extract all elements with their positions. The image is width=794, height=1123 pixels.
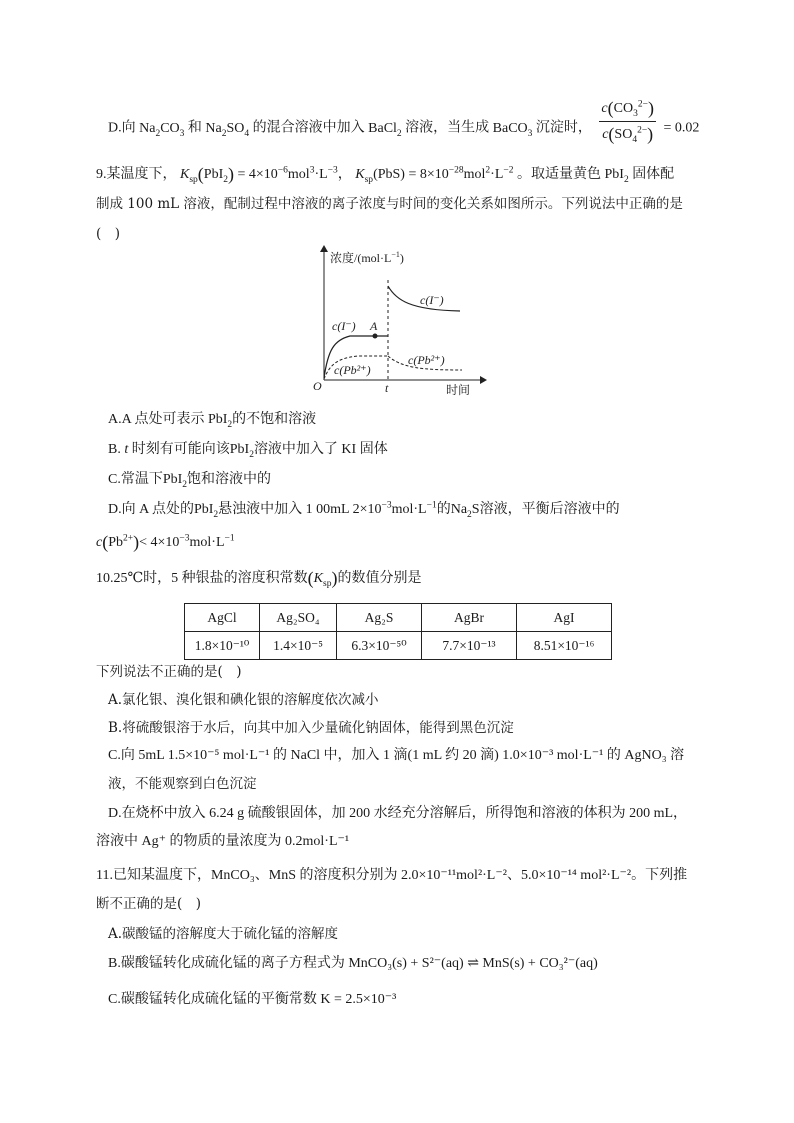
table-header-row: [185, 604, 612, 632]
table-header-cell: AgI: [517, 604, 612, 632]
q9-d-text: D.向 A 点处的: [108, 502, 194, 517]
q11-stem: 11.已知某温度下，MnCO₃、MnS 的溶度积分别为 2.0×10⁻¹¹mol²·L⁻²、5.0×10⁻¹⁴ mol²·L⁻²。下列推: [96, 868, 688, 883]
q9-ksp-pbs: = 8×10: [408, 167, 449, 182]
q9-option-b: B. t 时刻有可能向该PbI$_2$溶液中加入了 KI 固体: [108, 442, 388, 460]
point-a: [373, 334, 378, 339]
q9-d-limit-unit: mol·L: [189, 535, 225, 550]
q10-option-d-line2: 溶液中 Ag⁺ 的物质的量浓度为 0.2mol·L⁻¹: [96, 834, 350, 849]
table-header-cell: Ag₂SO₄: [260, 604, 337, 632]
table-header-cell: AgCl: [185, 604, 260, 632]
q11-stem-line2: 断不正确的是( ): [96, 896, 202, 912]
q9-stem-text: 。取适量黄色: [516, 167, 601, 182]
q9-ksp-pbs-exp: −28: [448, 165, 464, 176]
q11-option-b: B.碳酸锰转化成硫化锰的离子方程式为 MnCO₃(s) + S²⁻(aq) ⇌ MnS(s) + CO₃²⁻(aq): [108, 956, 598, 971]
q9-b-text: 溶液中加入了 KI 固体: [253, 442, 388, 457]
q10-option-a: A.氯化银、溴化银和碘化银的溶解度依次减小: [108, 692, 379, 708]
q10-option-d: D.在烧杯中放入 6.24 g 硫酸银固体，加 200 水经充分溶解后，所得饱和溶液的体积为 200 mL，: [108, 806, 688, 821]
origin-label: O: [313, 379, 322, 393]
q9-ksp-unit: mol: [463, 167, 486, 182]
q9-option-d-line2: $c(Pb^{2+})< 4\times 10^{-3}mol\cdot L^{-1}$: [96, 532, 235, 552]
q9-c-text: C.常温下: [108, 472, 163, 487]
table-cell: 6.3×10⁻⁵⁰: [337, 632, 422, 660]
q11-option-a: A.碳酸锰的溶解度大于硫化锰的溶解度: [108, 926, 339, 942]
q10-option-c: C.向 5mL 1.5×10⁻⁵ mol·L⁻¹ 的 NaCl 中，加入 1 滴(1 mL 约 20 滴) 1.0×10⁻³ mol·L⁻¹ 的 AgNO₃ 溶: [108, 748, 685, 763]
q9-c-text: 饱和溶液中的: [187, 472, 272, 487]
table-cell: 8.51×10⁻¹⁶: [517, 632, 612, 660]
q9-b-text: 时刻有可能向该: [131, 442, 230, 457]
q8-d-text: 溶液，当生成: [405, 120, 490, 136]
x-axis-label: 时间: [446, 383, 471, 397]
q10-stem-text: 10.25℃时，5 种银盐的溶度积常数: [96, 571, 308, 586]
q9-b-text: B.: [108, 442, 121, 457]
q9-stem-text: 固体配: [632, 167, 675, 182]
q9-option-c: C.常温下PbI$_2$饱和溶液中的: [108, 472, 272, 490]
q9-ksp-pbi2: = 4×10: [237, 167, 278, 182]
q8-d-text: 和: [187, 120, 202, 136]
q9-stem-line1: 9.某温度下， $K_{sp}(PbI_2) = 4\times 10^{-6}mol^3\cdot L^{-3}$， $K_{sp}(PbS) = 8\times 10^{-28}mol^2\cdot L^{-2}$ 。取适量黄色 PbI$_2$ 固体配: [96, 164, 675, 185]
table-row: [185, 632, 612, 660]
table-header-cell: AgBr: [422, 604, 517, 632]
ratio-value: = 0.02: [663, 120, 700, 136]
t-label: t: [385, 381, 389, 395]
ksp-table: [184, 603, 612, 660]
q9-option-a: A.A 点处可表示 PbI$_2$的不饱和溶液: [108, 412, 317, 430]
q9-stem-line2: 制成 100 mL 溶液，配制过程中溶液的离子浓度与时间的变化关系如图所示。下列说法中正确的是: [96, 196, 683, 212]
q10-question: 下列说法不正确的是( ): [96, 664, 242, 680]
q10-stem: 10.25℃时，5 种银盐的溶度积常数$(K_{sp})$的数值分别是: [96, 568, 422, 589]
ratio-fraction: $\frac{c(CO_3^{2-})}{c(SO_4^{2-})}$: [601, 98, 654, 145]
q11-option-c: C.碳酸锰转化成硫化锰的平衡常数 K = 2.5×10⁻³: [108, 992, 397, 1007]
q8-d-text: 的混合溶液中加入: [252, 120, 365, 136]
q9-d-text: 悬浊液中加入 1 00mL: [218, 502, 350, 517]
q8-d-text: 沉淀时，: [535, 120, 592, 136]
table-cell: 7.7×10⁻¹³: [422, 632, 517, 660]
q8-option-d: D.向 $Na_2CO_3$ 和 $Na_2SO_4$ 的混合溶液中加入 BaCl$_2$ 溶液，当生成 BaCO$_3$ 沉淀时， $\frac{c(CO_3^{2-})}{c(SO_4^{2-})}$ = 0.02: [108, 98, 700, 145]
table-header-cell: Ag₂S: [337, 604, 422, 632]
q9-a-text: 的不饱和溶液: [232, 412, 317, 427]
table-cell: 1.8×10⁻¹⁰: [185, 632, 260, 660]
q9-d-text: 溶液，平衡后溶液中的: [479, 502, 620, 517]
q9-d-unit: mol·L: [391, 502, 427, 517]
q9-stem-text: 9.某温度下，: [96, 167, 177, 182]
y-axis-label: 浓度$/(mol\cdot L^{-1})$: [330, 250, 404, 265]
q9-d-limit-exp: −3: [179, 533, 190, 544]
table-cell: 1.4×10⁻⁵: [260, 632, 337, 660]
q10-stem-text: 的数值分别是: [337, 571, 422, 586]
concentration-time-chart: [310, 240, 490, 400]
series-label-c-i-before: c(I⁻): [332, 319, 356, 333]
q9-ksp-unit: mol: [287, 167, 310, 182]
q9-d-text: 的: [436, 502, 451, 517]
q8-d-text: D.向: [108, 120, 136, 136]
q9-bracket: ( ): [96, 226, 121, 242]
series-label-c-i-after: c(I⁻): [420, 293, 444, 307]
q10-option-b: B.将硫酸银溶于水后，向其中加入少量硫化钠固体，能得到黑色沉淀: [108, 720, 514, 736]
q9-option-d: D.向 A 点处的PbI$_2$悬浊液中加入 1 00mL $2\times 10^{-3}mol\cdot L^{-1}$的$Na_2S$溶液，平衡后溶液中的: [108, 500, 620, 520]
q9-d-conc: 2×10: [352, 502, 382, 517]
q9-d-conc-exp: −3: [381, 500, 392, 511]
point-a-label: A: [370, 319, 378, 333]
q10-option-c-line2: 液，不能观察到白色沉淀: [108, 776, 257, 792]
series-label-c-pb-after: c(Pb²⁺): [408, 353, 445, 367]
series-label-c-pb-before: c(Pb²⁺): [334, 363, 371, 377]
q9-ksp-pbi2-exp: −6: [277, 165, 288, 176]
q9-a-text: A.A 点处可表示: [108, 412, 205, 427]
q9-d-limit: < 4×10: [139, 535, 180, 550]
